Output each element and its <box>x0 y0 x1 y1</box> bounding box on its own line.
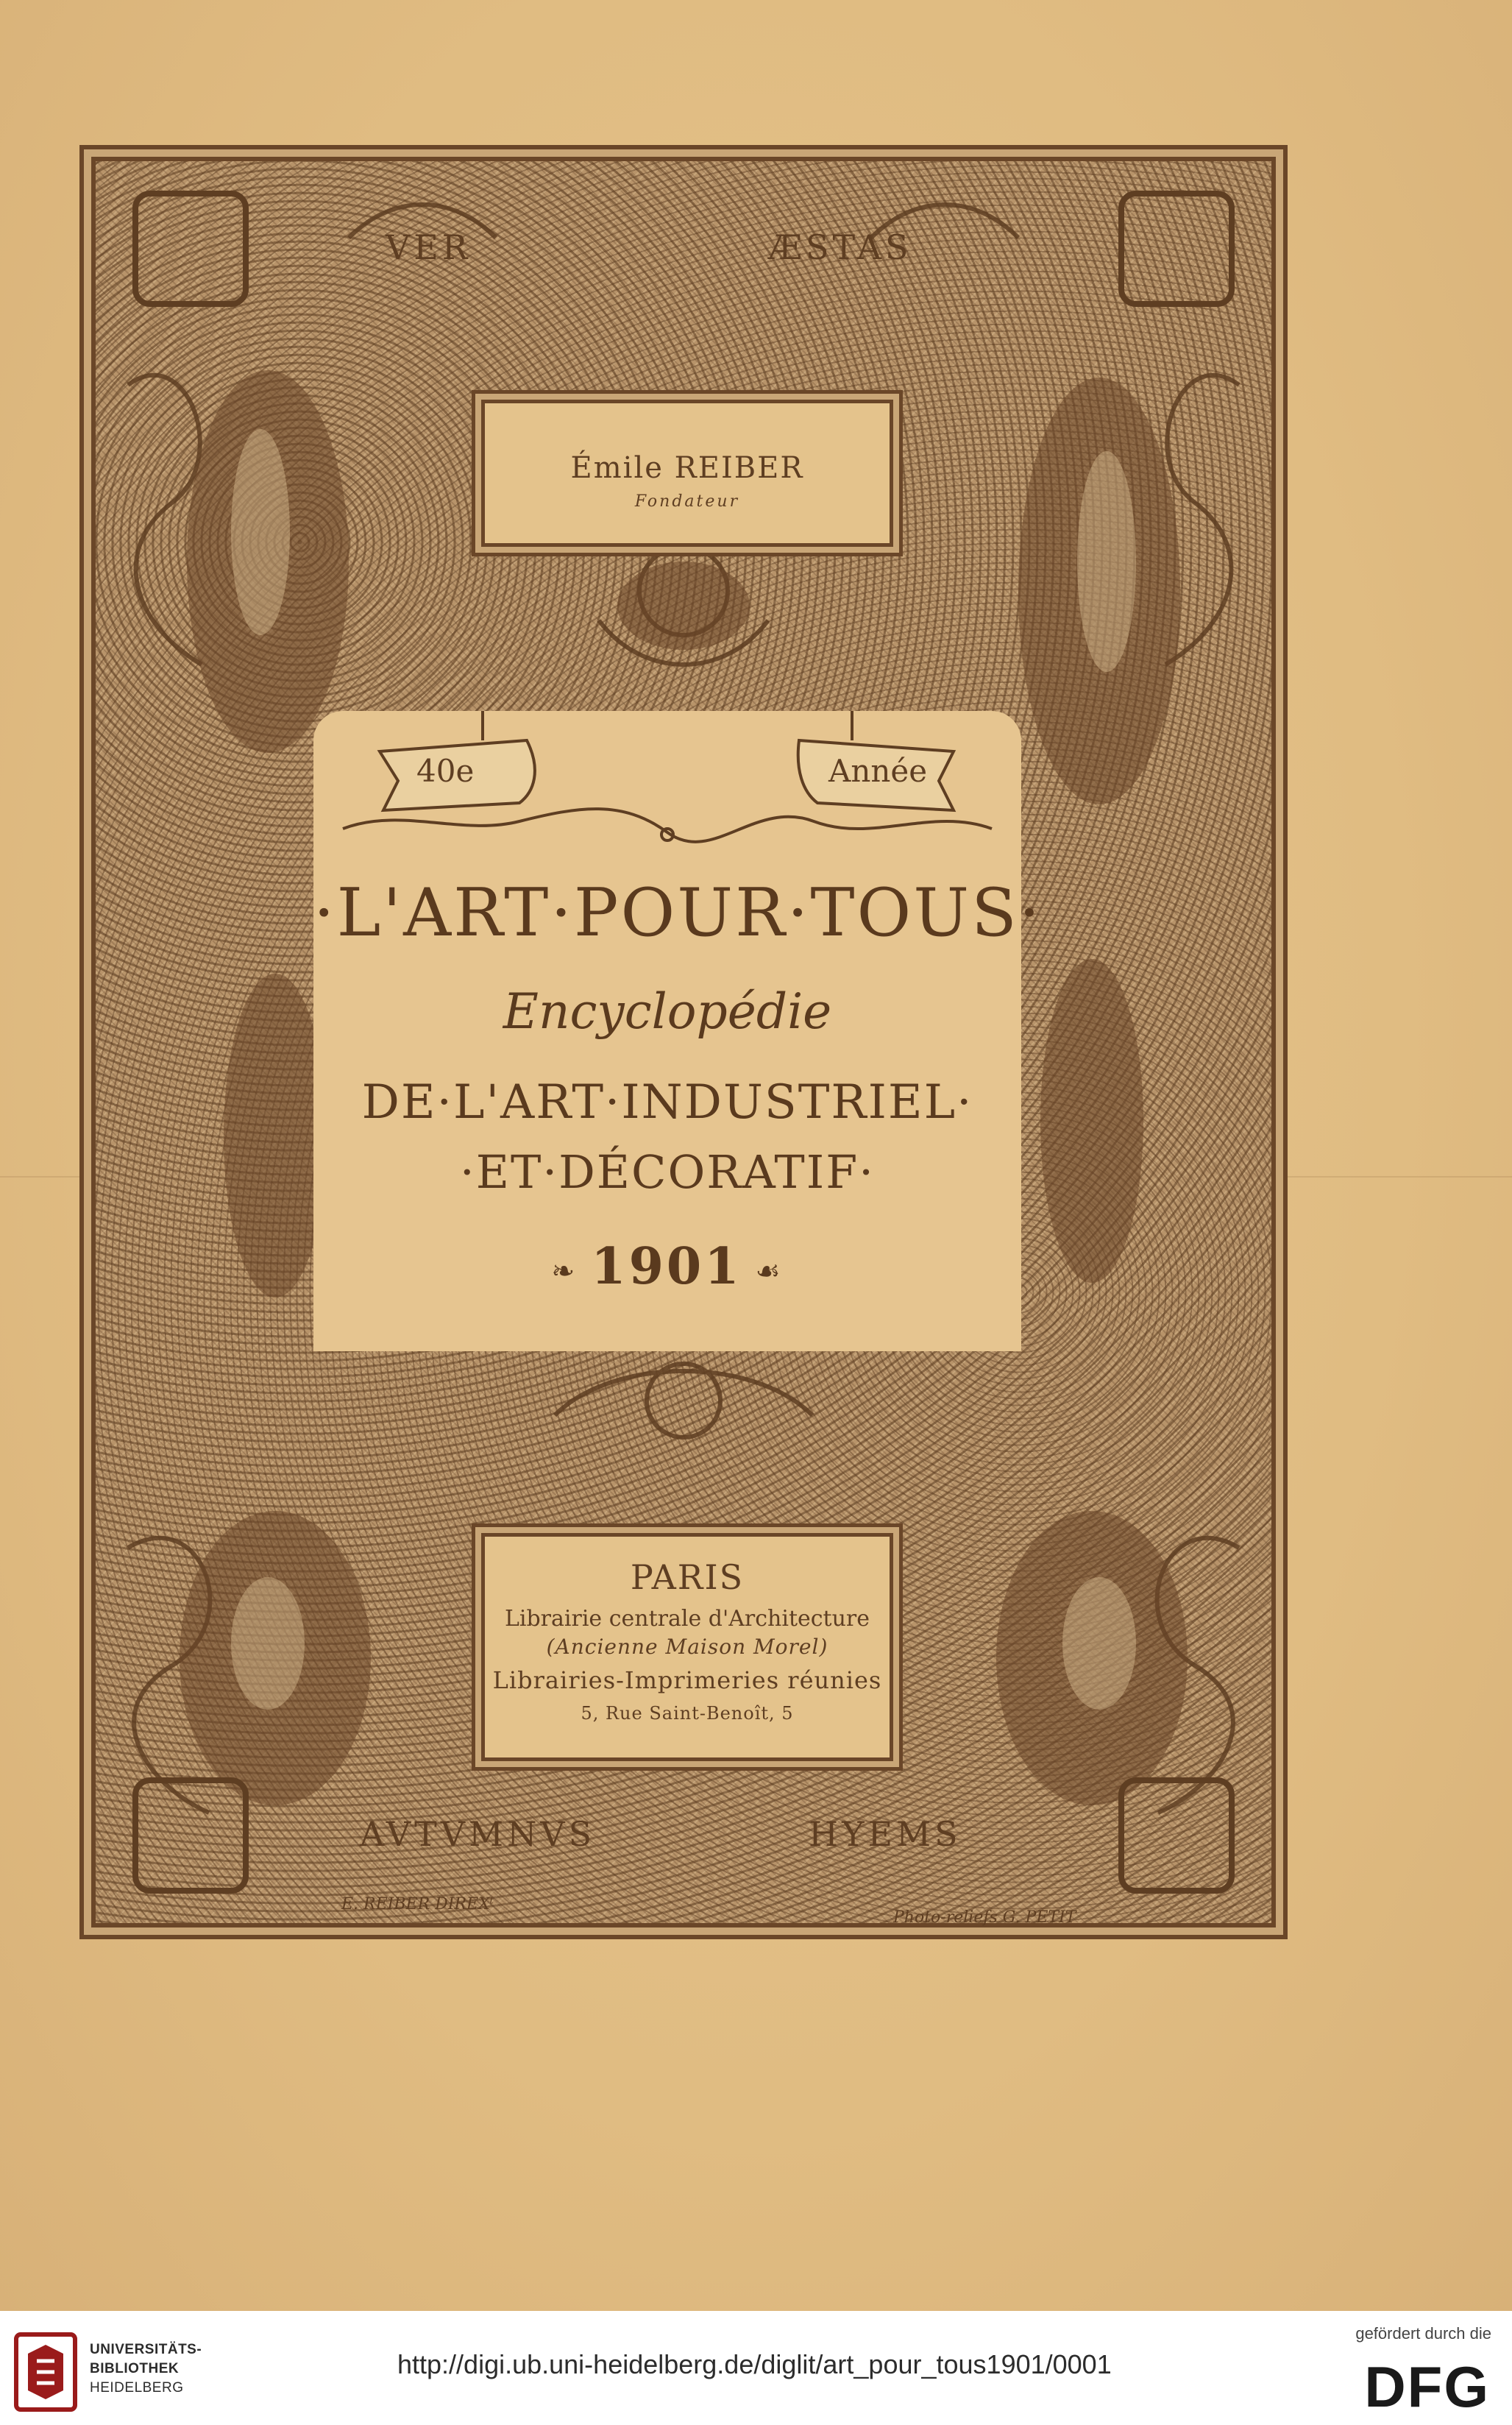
founder-cartouche <box>481 400 893 547</box>
digitization-footer <box>0 2311 1512 2425</box>
season-autumnus: AVTVMNVS <box>360 1814 596 1854</box>
library-line3: HEIDELBERG <box>90 2380 184 2396</box>
subtitle: Encyclopédie <box>503 983 832 1040</box>
title-line-decoratif: ·ET·DÉCORATIF· <box>460 1145 875 1199</box>
title-panel <box>313 711 1043 1351</box>
season-hyems: HYEMS <box>809 1814 962 1854</box>
publisher-address: 5, Rue Saint-Benoît, 5 <box>581 1703 794 1724</box>
founder-name: Émile REIBER <box>570 451 804 485</box>
permalink-url[interactable]: http://digi.ub.uni-heidelberg.de/diglit/art_pour_tous1901/0001 <box>397 2349 1112 2379</box>
publisher-line3: Librairies-Imprimeries réunies <box>492 1666 882 1694</box>
title-line-industriel: DE·L'ART·INDUSTRIEL· <box>361 1075 973 1130</box>
year: 1901 <box>591 1237 742 1296</box>
photo-credit: Photo-reliefs G. PETIT <box>893 1908 1076 1927</box>
publisher-line1: Librairie centrale d'Architecture <box>504 1606 870 1632</box>
main-title: ·L'ART·POUR·TOUS· <box>313 874 1043 952</box>
publisher-city: PARIS <box>630 1557 745 1597</box>
edition-number: 40e <box>416 753 475 789</box>
library-seal-icon <box>13 2332 78 2412</box>
season-aestas: ÆSTAS <box>768 227 912 267</box>
library-name <box>90 2340 202 2398</box>
leaf-ornament-icon: ☙ <box>755 1254 784 1287</box>
ornamental-frame <box>79 145 1288 1939</box>
dfg-logo[interactable]: DFG <box>1364 2354 1490 2419</box>
leaf-ornament-icon: ❧ <box>551 1254 578 1287</box>
funder-label: gefördert durch die <box>1355 2324 1491 2343</box>
library-logo[interactable] <box>13 2332 234 2412</box>
year-line <box>313 1237 1021 1296</box>
edition-label: Année <box>828 753 928 789</box>
publisher-line2: (Ancienne Maison Morel) <box>546 1635 828 1659</box>
engraver-credit: E. REIBER DIREXᵗ <box>341 1895 494 1914</box>
season-ver: VER <box>386 227 472 267</box>
library-line1: UNIVERSITÄTS- <box>90 2342 202 2357</box>
library-line2: BIBLIOTHEK <box>90 2361 180 2376</box>
publisher-panel <box>481 1533 893 1761</box>
founder-role: Fondateur <box>634 492 740 511</box>
